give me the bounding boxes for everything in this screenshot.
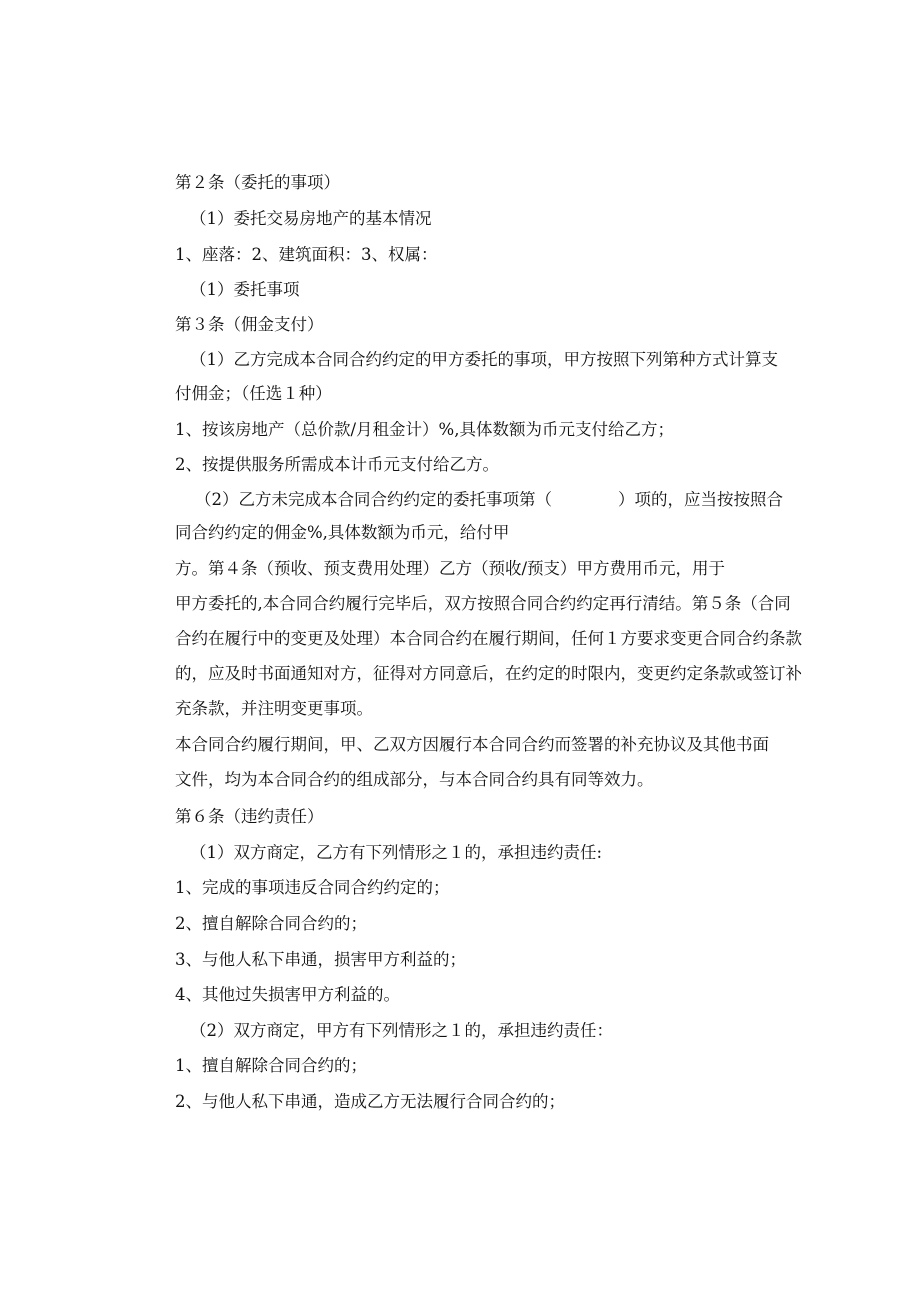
paragraph-line: 1、座落：2、建筑面积：3、权属： [175, 245, 438, 264]
list-item: 1、完成的事项违反合同合约约定的； [175, 878, 450, 897]
paragraph-line: 充条款，并注明变更事项。 [175, 699, 373, 718]
paragraph-line: 的，应及时书面通知对方，征得对方同意后，在约定的时限内，变更约定条款或签订补 [175, 664, 802, 683]
article-4-text: 方。第４条（预收、预支费用处理）乙方（预收/预支）甲方费用币元，用于 [175, 559, 726, 578]
paragraph-line: 文件，均为本合同合约的组成部分，与本合同合约具有同等效力。 [175, 770, 654, 789]
paragraph-line: 本合同合约履行期间，甲、乙双方因履行本合同合约而签署的补充协议及其他书面 [175, 735, 769, 754]
list-item: 2、擅自解除合同合约的； [175, 914, 367, 933]
paragraph-line: 同合约约定的佣金%,具体数额为币元，给付甲 [175, 523, 510, 542]
paragraph-line: 1、按该房地产（总价款/月租金计）%,具体数额为币元支付给乙方； [175, 420, 674, 439]
paragraph-line: （1）委托事项 [190, 280, 300, 299]
list-item: 1、擅自解除合同合约的； [175, 1056, 367, 1075]
paragraph-line: （2）乙方未完成本合同合约约定的委托事项第（ ）项的，应当按按照合 [195, 490, 783, 509]
paragraph-line: 付佣金；（任选１种） [175, 384, 332, 403]
list-item: 2、与他人私下串通，造成乙方无法履行合同合约的； [175, 1092, 565, 1111]
list-item: 3、与他人私下串通，损害甲方利益的； [175, 950, 466, 969]
article-3-heading: 第３条（佣金支付） [175, 315, 324, 334]
paragraph-line: （1）双方商定，乙方有下列情形之１的，承担违约责任: [190, 843, 603, 862]
list-item: 4、其他过失损害甲方利益的。 [175, 985, 400, 1004]
paragraph-line: （1）乙方完成本合同合约约定的甲方委托的事项，甲方按照下列第种方式计算支 [190, 350, 778, 369]
article-6-heading: 第６条（违约责任） [175, 807, 324, 826]
paragraph-line: 合约在履行中的变更及处理）本合同合约在履行期间，任何１方要求变更合同合约条款 [175, 629, 802, 648]
article-5-text: 甲方委托的,本合同合约履行完毕后，双方按照合同合约约定再行清结。第５条（合同 [175, 594, 791, 613]
paragraph-line: 2、按提供服务所需成本计币元支付给乙方。 [175, 455, 499, 474]
paragraph-line: （2）双方商定，甲方有下列情形之１的，承担违约责任： [190, 1021, 613, 1040]
article-2-heading: 第２条（委托的事项） [175, 173, 340, 192]
paragraph-line: （1）委托交易房地产的基本情况 [190, 209, 432, 228]
